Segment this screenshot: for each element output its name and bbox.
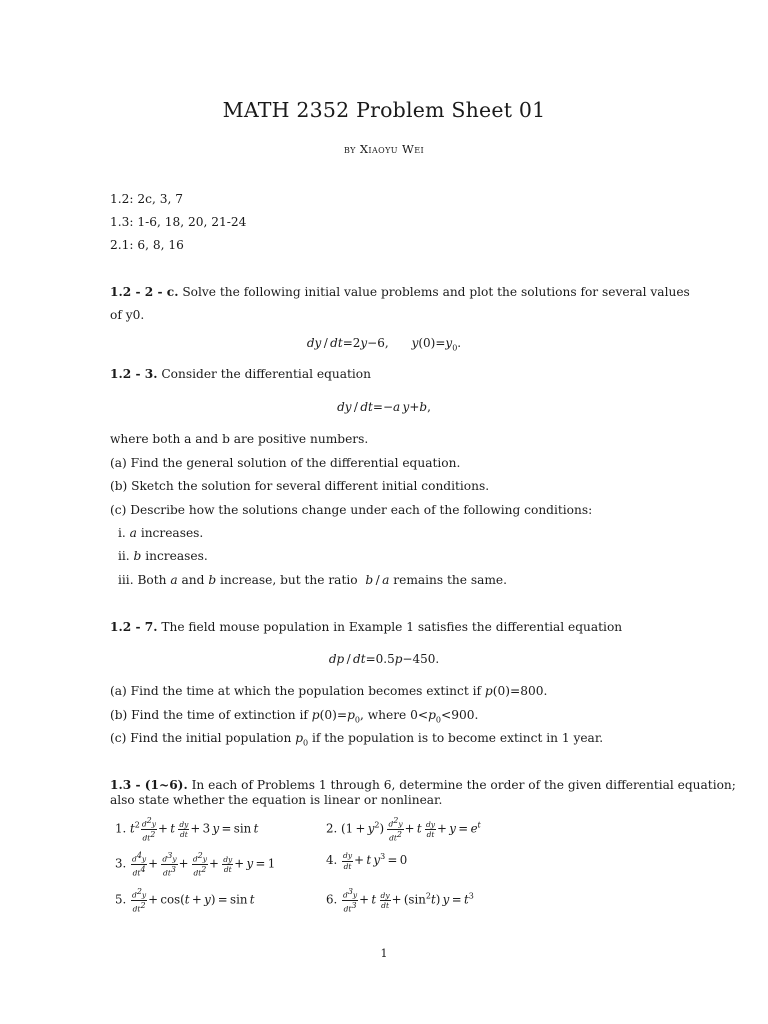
equation-mouse: dp / dt=0.5p−450.: [328, 652, 440, 666]
author-line: by Xiaoyu Wei: [343, 142, 425, 156]
assignment-line: 1.2: 2c, 3, 7: [110, 192, 183, 206]
equation-5: 5. $\frac{d^2y}{dt^2}$ + cos(t + y) = sin t: [115, 887, 255, 914]
assignment-line: 2.1: 6, 8, 16: [110, 238, 184, 252]
problem-1-3-heading: [110, 778, 736, 793]
subpart-text: (b) Find the time of extinction if: [110, 708, 308, 722]
condition-text: and: [181, 573, 205, 587]
problem-label: 1.3 - (1~6).: [110, 778, 188, 792]
condition-ii: ii. b increases.: [118, 549, 208, 563]
problem-text-continued: of y0.: [110, 308, 145, 322]
condition-label: i.: [118, 526, 126, 540]
item-number: 5.: [115, 892, 127, 907]
equation-3: 3. $\frac{d^4y}{dt^4}$ + $\frac{d^3y}{dt^3}$ + $\frac{d^2y}{dt^2}$ + $\frac{dy}{dt}$ + y = 1: [115, 851, 276, 878]
equation-1: 1. $t^2$ $\frac{d^2y}{dt^2}$ + t $\frac{dy}{dt}$ + 3 y = sin t: [115, 816, 259, 843]
item-number: 3.: [115, 856, 127, 871]
subpart-b: (b) Sketch the solution for several different initial conditions.: [110, 479, 490, 493]
subpart-text: if the population is to become extinct in 1 year.: [312, 731, 604, 745]
condition-text: increases.: [140, 526, 204, 540]
problem-text: The field mouse population in Example 1 satisfies the differential equation: [161, 620, 623, 634]
condition-text: increases.: [145, 549, 208, 563]
subpart-text: (a) Find the time at which the population becomes extinct if: [110, 684, 482, 698]
equation-ivp: dy / dt=2y−6, $y(0)=y_0$.: [306, 336, 462, 353]
subpart-text: (c) Find the initial population: [110, 731, 292, 745]
problem-text-continued: also state whether the equation is linear or nonlinear.: [110, 793, 443, 807]
condition-text: remains the same.: [393, 573, 508, 587]
problem-text: where both a and b are positive numbers.: [110, 432, 369, 446]
condition-label: ii.: [118, 549, 130, 563]
equation-4: 4. $\frac{dy}{dt}$ + t $y^3 = 0$: [326, 851, 408, 871]
problem-1-2-7-heading: [110, 620, 622, 635]
item-number: 1.: [115, 821, 127, 836]
equation-linear: dy / dt=−a y+b,: [337, 400, 431, 414]
item-number: 6.: [326, 892, 338, 907]
problem-text: Consider the differential equation: [161, 367, 371, 381]
problem-label: 1.2 - 7.: [110, 620, 158, 634]
problem-label: 1.2 - 3.: [110, 367, 158, 381]
subpart-c: (c) Describe how the solutions change under each of the following conditions:: [110, 503, 593, 517]
assignment-line: 1.3: 1-6, 18, 20, 21-24: [110, 215, 247, 229]
condition-i: i. a increases.: [118, 526, 204, 540]
problem-text: Solve the following initial value problems and plot the solutions for several values: [182, 285, 690, 299]
item-number: 4.: [326, 853, 338, 867]
item-number: 2.: [326, 821, 338, 836]
subpart-a: (a) Find the time at which the population becomes extinct if p(0)=800.: [110, 684, 548, 698]
page-number: 1: [380, 947, 388, 960]
subpart-c: (c) Find the initial population $p_0$ if the population is to become extinct in 1 year.: [110, 731, 604, 748]
subpart-a: (a) Find the general solution of the differential equation.: [110, 456, 461, 470]
problem-label: 1.2 - 2 - c.: [110, 285, 179, 299]
condition-iii: iii. Both a and b increase, but the ratio b / a remains the same.: [118, 573, 508, 587]
equation-6: 6. $\frac{d^3y}{dt^3}$ + t $\frac{dy}{dt}$ + $(\sin^2t) y = t^3$: [326, 887, 474, 914]
subpart-text: , where: [359, 708, 407, 722]
subpart-b: (b) Find the time of extinction if $p(0)=p_0$, where $0<p_0<900$.: [110, 708, 479, 725]
page-title: MATH 2352 Problem Sheet 01: [222, 98, 546, 122]
condition-label: iii. Both: [118, 573, 167, 587]
condition-text: increase, but the ratio: [220, 573, 358, 587]
equation-2: 2. $(1 + y^2)$ $\frac{d^2y}{dt^2}$ + t $\frac{dy}{dt}$ + $y = e^t$: [326, 816, 481, 843]
problem-text: In each of Problems 1 through 6, determine the order of the given differential equation;: [191, 778, 736, 792]
problem-1-2-2c-heading: [110, 285, 690, 300]
problem-1-2-3-heading: [110, 367, 371, 382]
